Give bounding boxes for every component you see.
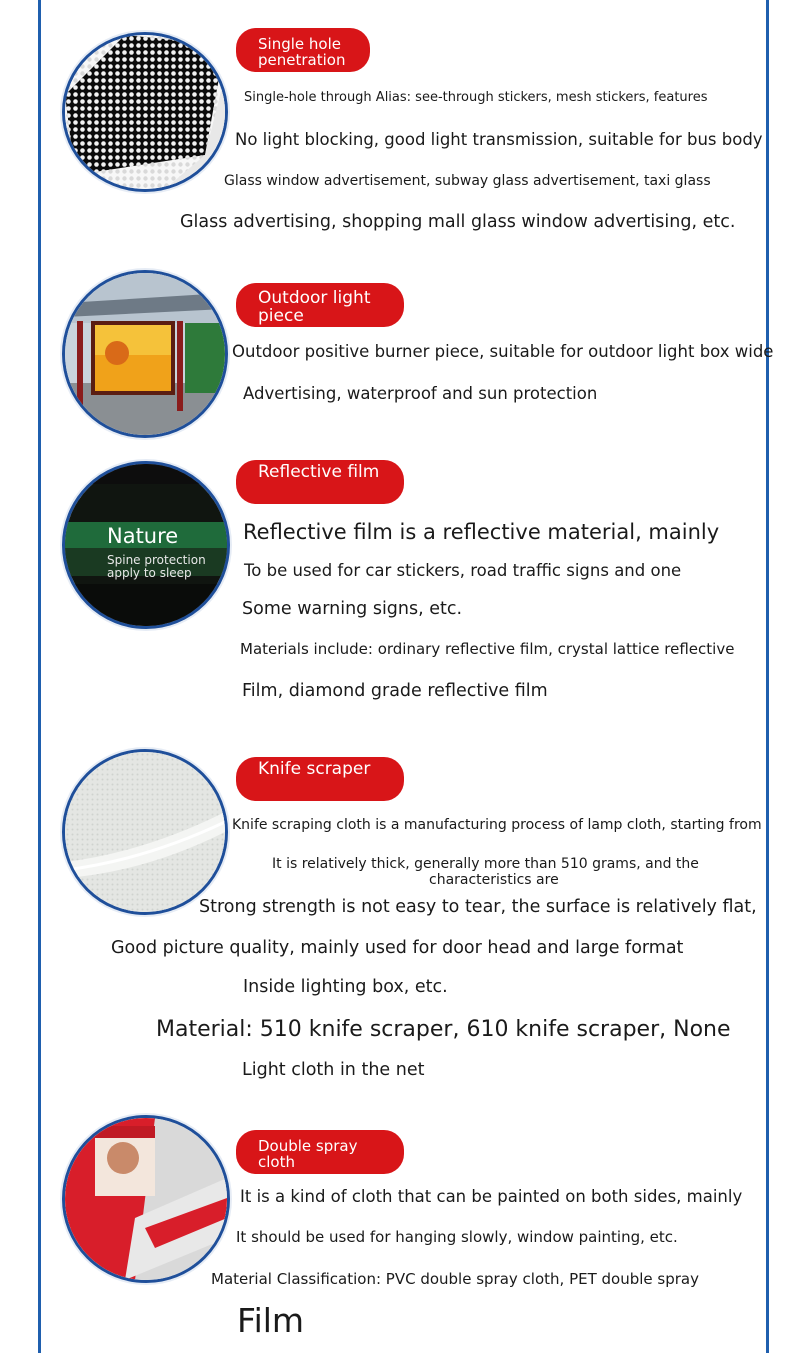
bus-shelter-lightbox-image (62, 270, 228, 438)
tag-reflective-film: Reflective film (236, 460, 404, 504)
section4-line6: Inside lighting box, etc. (243, 977, 448, 997)
section5-line2: It should be used for hanging slowly, window painting, etc. (236, 1228, 678, 1246)
knife-scraper-cloth-image (62, 749, 228, 915)
section5-line1: It is a kind of cloth that can be painted on both sides, mainly (240, 1187, 743, 1206)
perforated-film-image (62, 32, 228, 192)
section1-line3: Glass window advertisement, subway glass advertisement, taxi glass (224, 173, 711, 189)
section4-line1: Knife scraping cloth is a manufacturing process of lamp cloth, starting from (232, 817, 762, 833)
section4-line8: Light cloth in the net (242, 1060, 425, 1080)
tag-outdoor-light: Outdoor light piece (236, 283, 404, 327)
section3-line3: Some warning signs, etc. (242, 599, 463, 619)
section2-line2: Advertising, waterproof and sun protection (243, 384, 598, 403)
double-spray-cloth-image (62, 1115, 230, 1283)
right-frame-line (766, 0, 769, 1353)
section4-line4: Strong strength is not easy to tear, the surface is relatively flat, (199, 897, 757, 917)
section4-line7: Material: 510 knife scraper, 610 knife scraper, None (156, 1017, 731, 1042)
left-frame-line (38, 0, 41, 1353)
section5-line4: Film (237, 1301, 305, 1340)
section1-line4: Glass advertising, shopping mall glass window advertising, etc. (180, 212, 736, 232)
tag-knife-scraper: Knife scraper (236, 757, 404, 801)
section2-line1: Outdoor positive burner piece, suitable for outdoor light box wide (232, 342, 774, 361)
tag-double-spray: Double spray cloth (236, 1130, 404, 1174)
image-sign-line1: Spine protection (107, 553, 206, 567)
tag-single-hole: Single hole penetration (236, 28, 370, 72)
image-sign-title: Nature (107, 524, 179, 548)
reflective-sign-image (62, 461, 230, 629)
section4-line5: Good picture quality, mainly used for door head and large format (111, 938, 684, 958)
section3-line4: Materials include: ordinary reflective film, crystal lattice reflective (240, 640, 735, 658)
section1-line2: No light blocking, good light transmission, suitable for bus body (235, 130, 763, 149)
section3-line5: Film, diamond grade reflective film (242, 681, 548, 701)
section1-line1: Single-hole through Alias: see-through stickers, mesh stickers, features (244, 90, 708, 105)
section3-line2: To be used for car stickers, road traffic signs and one (244, 561, 682, 580)
image-sign-line2: apply to sleep (107, 566, 192, 580)
section4-line2: It is relatively thick, generally more than 510 grams, and the (272, 856, 699, 872)
section5-line3: Material Classification: PVC double spray cloth, PET double spray (211, 1270, 699, 1288)
section3-line1: Reflective film is a reflective material, mainly (243, 520, 720, 544)
section4-line3: characteristics are (429, 872, 559, 888)
